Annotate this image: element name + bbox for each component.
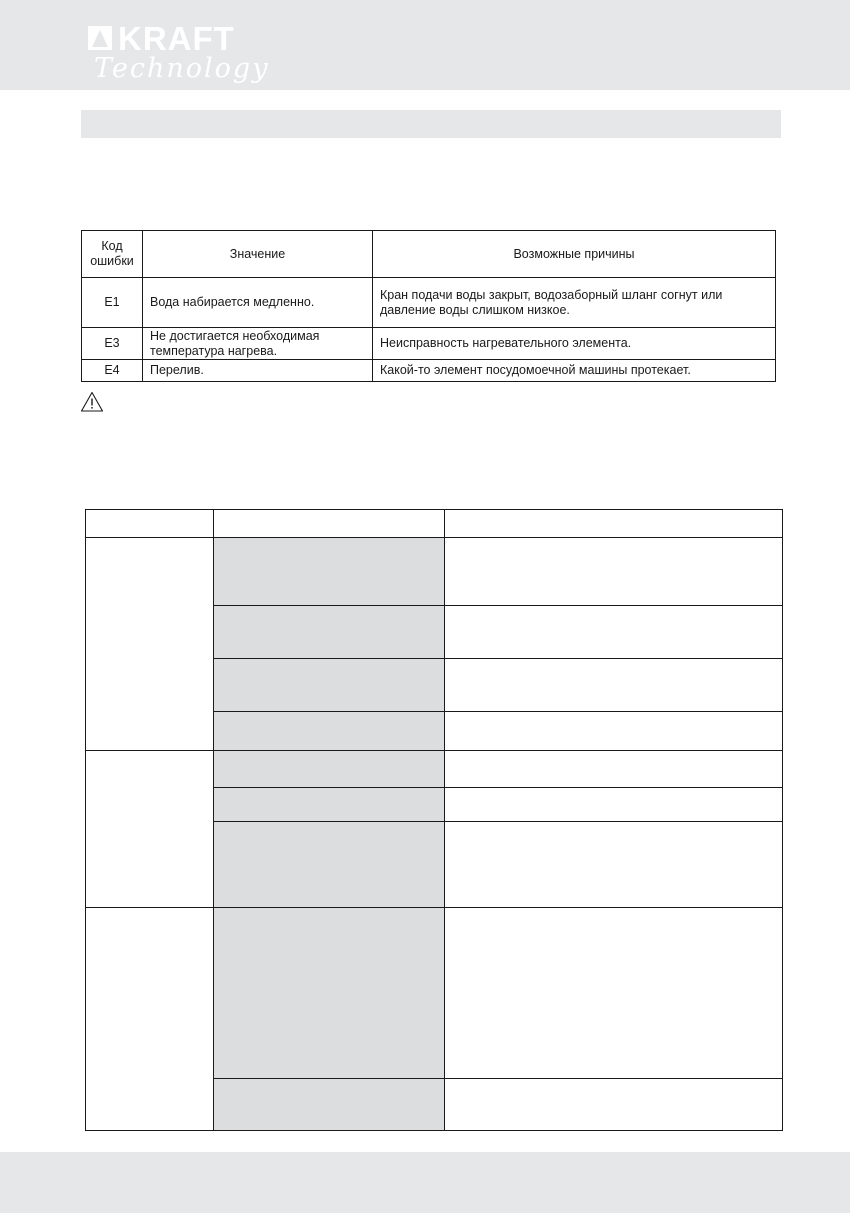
solution-cell [445, 538, 783, 606]
logo-triangle-icon [88, 26, 112, 50]
error-cause-cell: Неисправность нагревательного элемента. [373, 328, 776, 360]
header-code: Код ошибки [82, 231, 143, 278]
problem-cell [86, 908, 214, 1131]
error-code-cell: E1 [82, 278, 143, 328]
logo-brand-text: KRAFT [118, 20, 235, 57]
table-row [82, 360, 776, 382]
cause-cell [214, 1079, 445, 1131]
cause-cell [214, 538, 445, 606]
error-meaning-cell: Не достигается необходимая температура нагрева. [143, 328, 373, 360]
cause-cell [214, 822, 445, 908]
solution-cell [445, 606, 783, 659]
header-bar [0, 0, 850, 90]
troubleshooting-table [85, 509, 783, 1131]
solution-cell [445, 751, 783, 788]
solution-cell [445, 712, 783, 751]
solution-cell [445, 659, 783, 712]
error-code-cell: E4 [82, 360, 143, 382]
brand-logo [88, 20, 293, 90]
cause-cell [214, 712, 445, 751]
error-code-cell: E3 [82, 328, 143, 360]
header-causes: Возможные причины [373, 231, 776, 278]
header-meaning: Значение [143, 231, 373, 278]
solution-cell [445, 908, 783, 1079]
error-cause-cell: Кран подачи воды закрыт, водозаборный шланг согнут или давление воды слишком низкое. [373, 278, 776, 328]
error-meaning-cell: Перелив. [143, 360, 373, 382]
solution-cell [445, 822, 783, 908]
footer-bar [0, 1152, 850, 1213]
problem-cell [86, 751, 214, 908]
table-header-row [82, 231, 776, 278]
problem-cell [86, 538, 214, 751]
section-title-bar [81, 110, 781, 138]
table-row [86, 908, 783, 1079]
warning-triangle-icon [80, 390, 104, 414]
cause-cell [214, 908, 445, 1079]
error-cause-cell: Какой-то элемент посудомоечной машины протекает. [373, 360, 776, 382]
troubleshooting-header-row [86, 510, 783, 538]
solution-cell [445, 788, 783, 822]
table-row [86, 751, 783, 788]
table-row [82, 278, 776, 328]
solution-cell [445, 1079, 783, 1131]
cause-cell [214, 788, 445, 822]
header-cell [214, 510, 445, 538]
header-cell [445, 510, 783, 538]
error-meaning-cell: Вода набирается медленно. [143, 278, 373, 328]
cause-cell [214, 751, 445, 788]
logo-tagline-text: Technology [94, 53, 270, 84]
header-cell [86, 510, 214, 538]
error-codes-table [81, 230, 776, 382]
cause-cell [214, 659, 445, 712]
cause-cell [214, 606, 445, 659]
table-row [82, 328, 776, 360]
table-row [86, 538, 783, 606]
